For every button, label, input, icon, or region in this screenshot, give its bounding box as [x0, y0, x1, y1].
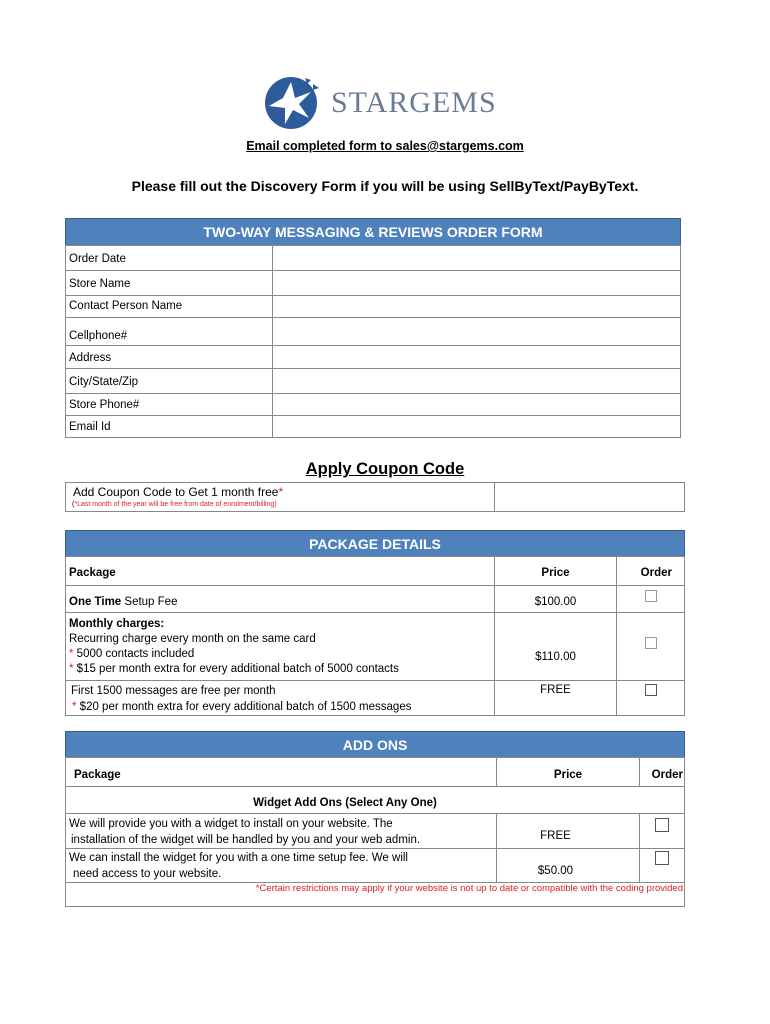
- widget-option-line: need access to your website.: [73, 868, 222, 880]
- order-column-header: Order: [640, 758, 685, 787]
- discovery-instruction: Please fill out the Discovery Form if you will be using SellByText/PayByText.: [131, 178, 639, 194]
- city-state-zip-input[interactable]: [273, 369, 681, 394]
- coupon-asterisk: *: [278, 485, 284, 499]
- order-date-input[interactable]: [273, 246, 681, 271]
- messages-checkbox[interactable]: [645, 684, 657, 696]
- coupon-title: Apply Coupon Code: [305, 460, 465, 478]
- star-gem-logo-icon: [261, 70, 325, 132]
- table-row: [66, 318, 681, 346]
- table-row: [66, 849, 685, 883]
- table-row: [66, 246, 681, 271]
- contact-person-input[interactable]: [273, 296, 681, 318]
- messages-line: $20 per month extra for every additional batch of 1500 messages: [76, 701, 412, 713]
- restriction-note: *Certain restrictions may apply if your website is not up to date or compatible with the coding provided: [66, 883, 685, 907]
- setup-fee-bold: One Time: [69, 596, 122, 608]
- price-column-header: Price: [497, 758, 640, 787]
- table-row: [66, 394, 681, 416]
- email-instruction: Email completed form to sales@stargems.com: [246, 139, 524, 153]
- package-details-title: PACKAGE DETAILS: [65, 530, 685, 557]
- table-row: [66, 557, 685, 586]
- store-phone-input[interactable]: [273, 394, 681, 416]
- add-ons-title: ADD ONS: [65, 731, 685, 758]
- table-row: [66, 416, 681, 438]
- widget-option-line: We can install the widget for you with a one time setup fee. We will: [69, 852, 408, 864]
- email-id-input[interactable]: [273, 416, 681, 438]
- widget-option-line: installation of the widget will be handled by you and your web admin.: [71, 834, 421, 846]
- coupon-note-asterisk: *: [74, 501, 78, 508]
- table-row: [66, 681, 685, 716]
- bullet-asterisk: *: [72, 701, 77, 713]
- bullet-asterisk: *: [69, 663, 74, 675]
- widget-option-line: We will provide you with a widget to install on your website. The: [69, 818, 393, 830]
- widget-option-price: $50.00: [497, 849, 640, 883]
- table-row: [66, 613, 685, 681]
- monthly-line: 5000 contacts included: [73, 648, 195, 660]
- bullet-asterisk: *: [69, 648, 74, 660]
- table-row: [66, 296, 681, 318]
- store-name-input[interactable]: [273, 271, 681, 296]
- table-row: [66, 883, 685, 907]
- coupon-label: Add Coupon Code to Get 1 month free: [73, 485, 279, 499]
- monthly-checkbox[interactable]: [645, 637, 657, 649]
- table-row: [66, 787, 685, 814]
- widget-option-price: FREE: [497, 814, 640, 849]
- field-label: Store Name: [66, 271, 273, 296]
- field-label: City/State/Zip: [66, 369, 273, 394]
- widget-heading: Widget Add Ons (Select Any One): [66, 787, 685, 814]
- package-column-header: Package: [66, 557, 495, 586]
- package-column-header: Package: [66, 758, 497, 787]
- add-ons-table: [65, 757, 685, 907]
- stargems-logo: [261, 70, 501, 132]
- field-label: Contact Person Name: [66, 296, 273, 318]
- coupon-code-input[interactable]: [495, 483, 685, 512]
- order-form-title: TWO-WAY MESSAGING & REVIEWS ORDER FORM: [65, 218, 681, 246]
- table-row: [66, 346, 681, 369]
- monthly-line: $15 per month extra for every additional batch of 5000 contacts: [73, 663, 399, 675]
- table-row: [66, 586, 685, 613]
- order-column-header: Order: [617, 557, 685, 586]
- package-details-table: [65, 556, 685, 716]
- coupon-table: [65, 482, 685, 512]
- table-row: [66, 271, 681, 296]
- table-row: [66, 758, 685, 787]
- order-form-table: [65, 245, 681, 438]
- address-input[interactable]: [273, 346, 681, 369]
- messages-line: First 1500 messages are free per month: [71, 685, 276, 697]
- field-label: Cellphone#: [66, 318, 273, 346]
- cellphone-input[interactable]: [273, 318, 681, 346]
- monthly-heading: Monthly charges:: [69, 618, 165, 630]
- widget-we-install-checkbox[interactable]: [655, 851, 669, 865]
- monthly-line: Recurring charge every month on the same card: [69, 633, 316, 645]
- table-row: [66, 814, 685, 849]
- coupon-note-paren: (: [72, 501, 75, 508]
- messages-price: FREE: [495, 681, 617, 716]
- monthly-price: $110.00: [495, 613, 617, 681]
- field-label: Email Id: [66, 416, 273, 438]
- widget-own-install-checkbox[interactable]: [655, 818, 669, 832]
- field-label: Order Date: [66, 246, 273, 271]
- field-label: Address: [66, 346, 273, 369]
- coupon-note: Last month of the year will be free from date of enrolment/billing): [77, 501, 277, 508]
- setup-fee-checkbox[interactable]: [645, 590, 657, 602]
- setup-fee-label: Setup Fee: [121, 596, 178, 608]
- setup-fee-price: $100.00: [495, 586, 617, 613]
- brand-name: STARGEMS: [331, 86, 497, 119]
- price-column-header: Price: [495, 557, 617, 586]
- field-label: Store Phone#: [66, 394, 273, 416]
- table-row: [66, 369, 681, 394]
